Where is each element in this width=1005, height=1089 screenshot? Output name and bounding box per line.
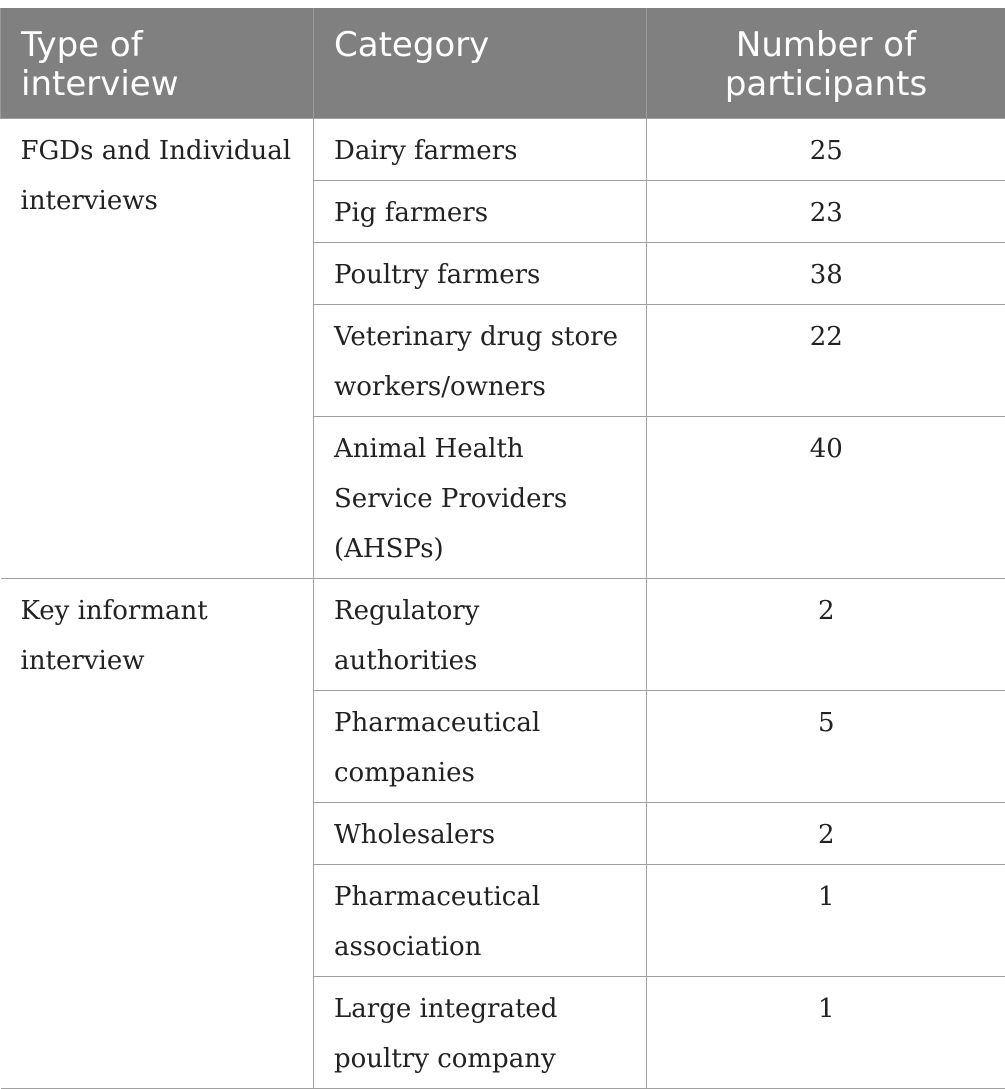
participants-count-cell: 25	[647, 118, 1005, 180]
table-header-row	[1, 8, 1005, 118]
participants-count-cell: 5	[647, 690, 1005, 802]
header-category: Category	[314, 8, 647, 118]
participants-count-cell: 1	[647, 976, 1005, 1088]
category-cell: Animal Health Service Providers (AHSPs)	[314, 416, 647, 578]
participants-count-cell: 38	[647, 242, 1005, 304]
participants-count-cell: 2	[647, 802, 1005, 864]
table-row	[1, 578, 1005, 690]
category-cell: Dairy farmers	[314, 118, 647, 180]
type-cell-key-informant: Key informant interview	[1, 578, 314, 1088]
category-cell: Pig farmers	[314, 180, 647, 242]
participants-count-cell: 23	[647, 180, 1005, 242]
participants-count-cell: 1	[647, 864, 1005, 976]
participants-count-cell: 2	[647, 578, 1005, 690]
category-cell: Poultry farmers	[314, 242, 647, 304]
category-cell: Pharmaceutical association	[314, 864, 647, 976]
participants-count-cell: 22	[647, 304, 1005, 416]
header-type-of-interview: Type of interview	[1, 8, 314, 118]
category-cell: Pharmaceutical companies	[314, 690, 647, 802]
category-cell: Veterinary drug store workers/owners	[314, 304, 647, 416]
header-number-of-participants: Number of participants	[647, 8, 1005, 118]
table-row	[1, 118, 1005, 180]
category-cell: Wholesalers	[314, 802, 647, 864]
category-cell: Large integrated poultry company	[314, 976, 647, 1088]
type-cell-fgds: FGDs and Individual interviews	[1, 118, 314, 578]
participants-count-cell: 40	[647, 416, 1005, 578]
category-cell: Regulatory authorities	[314, 578, 647, 690]
participants-table	[0, 8, 1005, 1089]
